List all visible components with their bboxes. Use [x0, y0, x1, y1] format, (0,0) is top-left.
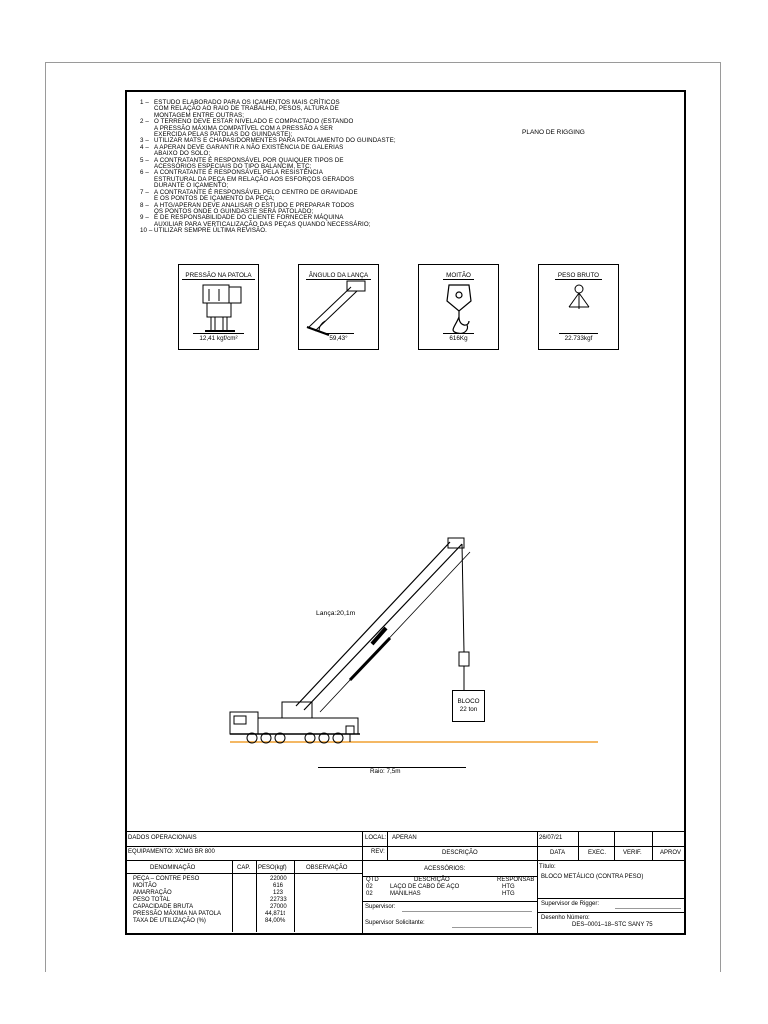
note-item: 7 – A CONTRATANTE É RESPONSÁVEL PELO CENTRO DE GRAVIDADE E OS PONTOS DE IÇAMENTO DA PEÇA;: [140, 188, 358, 203]
title-label: Título:: [539, 864, 556, 870]
local-label: LOCAL:: [365, 835, 387, 841]
hook-block-value: 616Kg: [443, 333, 473, 342]
boom-angle-value: 59,43°: [323, 333, 353, 342]
crane-drawing: [200, 530, 620, 760]
rev-label: REV:: [371, 849, 385, 855]
exec-header: EXEC.: [588, 850, 607, 856]
operational-data-label: DADOS OPERACIONAIS: [128, 835, 197, 841]
crane-icon: [230, 702, 360, 743]
boom: [296, 538, 470, 712]
rigger-supervisor-label: Supervisor de Rigger:: [541, 901, 600, 907]
hoist-rope: [459, 544, 469, 690]
supervisor-label: Supervisor:: [365, 904, 396, 910]
table-row: PEÇA – CONTRE PESO: [133, 876, 200, 882]
note-item: 9 – É DE RESPONSABILIDADE DO CLIENTE FORNECER MÁQUINA AUXILIAR PARA VERTICALIZAÇÃO DAS PEÇAS QUANDO NECESSÁRIO;: [140, 214, 371, 228]
local-value: APERAN: [392, 835, 417, 841]
list-item: 02: [366, 891, 373, 897]
date-value: 26/07/21: [539, 835, 563, 841]
table-row: AMARRAÇÃO: [133, 890, 172, 896]
acc-qty-header: QTD: [366, 877, 379, 883]
load-block-name: BLOCO: [457, 698, 480, 705]
aprov-header: APROV: [660, 850, 682, 856]
boom-angle-title: ÂNGULO DA LANÇA: [306, 272, 372, 280]
note-item: 1 – ESTUDO ELABORADO PARA OS IÇAMENTOS MAIS CRÍTICOS COM RELAÇÃO AO RAIO DE TRABALHO, PESOS, ALTURA DE MONTAGEM ENTRE OUTRAS;: [140, 99, 340, 119]
weight-header: PESO(kgf): [258, 865, 287, 871]
acc-resp-header: RESPONSAB: [497, 877, 535, 883]
note-item: 10 – UTILIZAR SEMPRE ÚLTIMA REVISÃO.: [140, 227, 268, 235]
note-item: 4 – A APERAN DEVE GARANTIR A NÃO EXISTÊNCIA DE GALERIAS ABAIXO DO SOLO;: [140, 143, 344, 158]
note-item: 8 – A HTG/APERAN DEVE ANALISAR O ESTUDO E PREPARAR TODOS OS PONTOS ONDE O GUINDASTE SERÁ PATOLADO;: [140, 201, 355, 215]
note-item: 6 – A CONTRATANTE É RESPONSÁVEL PELA RESISTÊNCIA ESTRUTURAL DA PEÇA EM RELAÇÃO AOS ESFORÇOS GERADOS DURANTE O IÇAMENTO;: [140, 169, 355, 190]
load-block-weight: 22 ton: [459, 706, 478, 713]
note-item: 3 – UTILIZAR MATS E CHAPAS/DORMENTES PARA PATOLAMENTO DO GUINDASTE;: [140, 137, 396, 145]
list-item: 02: [366, 884, 373, 890]
title-value: BLOCO METÁLICO (CONTRA PESO): [541, 874, 644, 880]
outrigger-pressure-box: [178, 264, 259, 350]
title-block-top: [126, 831, 686, 832]
table-row: CAPACIDADE BRUTA: [133, 904, 194, 910]
plan-title: PLANO DE RIGGING: [522, 129, 585, 136]
date-header: DATA: [550, 850, 566, 856]
denomination-header: DENOMINAÇÃO: [150, 865, 196, 871]
drawing-number-value: DES–0001–18–STC SANY 75: [572, 922, 653, 928]
hook-block-box: [418, 264, 499, 350]
accessories-header: ACESSÓRIOS:: [424, 866, 466, 872]
gross-weight-box: [538, 264, 619, 350]
description-header: DESCRIÇÃO: [442, 850, 478, 856]
load-block: [452, 690, 485, 722]
gross-weight-value: 22.733kgf: [559, 333, 599, 342]
gross-weight-title: PESO BRUTO: [555, 272, 602, 280]
boom-length-label: Lança:20,1m: [316, 610, 356, 617]
acc-desc-header: DESCRIÇÃO: [414, 877, 450, 883]
verif-header: VERIF.: [623, 850, 642, 856]
table-row: TAXA DE UTILIZAÇÃO (%): [133, 918, 206, 924]
requesting-supervisor-label: Supervisor Solicitante:: [365, 920, 425, 926]
table-row: MOITÃO: [133, 883, 157, 889]
capacity-header: CAP.: [237, 865, 251, 871]
equipment-label: EQUIPAMENTO: XCMG BR 800: [128, 849, 215, 855]
note-item: 2 – O TERRENO DEVE ESTAR NIVELADO E COMPACTADO (ESTANDO A PRESSÃO MÁXIMA COMPATÍVEL COM A PRESSÃO A SER EXERCIDA PELAS PATOLAS DO GUINDASTE);: [140, 118, 354, 139]
hook-block-title: MOITÃO: [443, 272, 474, 280]
outrigger-pressure-value: 12,41 kgf/cm²: [193, 333, 243, 342]
observation-header: OBSERVAÇÃO: [306, 865, 348, 871]
table-row: PRESSÃO MÁXIMA NA PATOLA: [133, 911, 222, 917]
radius-label: Raio: 7,5m: [370, 768, 401, 775]
outrigger-pressure-title: PRESSÃO NA PATOLA: [182, 272, 254, 280]
drawing-number-label: Desenho Número:: [541, 915, 590, 921]
note-item: 5 – A CONTRATANTE É RESPONSÁVEL POR QUAIQUER TIPOS DE ACESSÓRIOS ESPECIAIS DO TIPO BALANCIM, ETC;: [140, 156, 344, 171]
notes-list: [140, 100, 560, 235]
boom-angle-box: [298, 264, 379, 350]
table-row: PESO TOTAL: [133, 897, 171, 903]
